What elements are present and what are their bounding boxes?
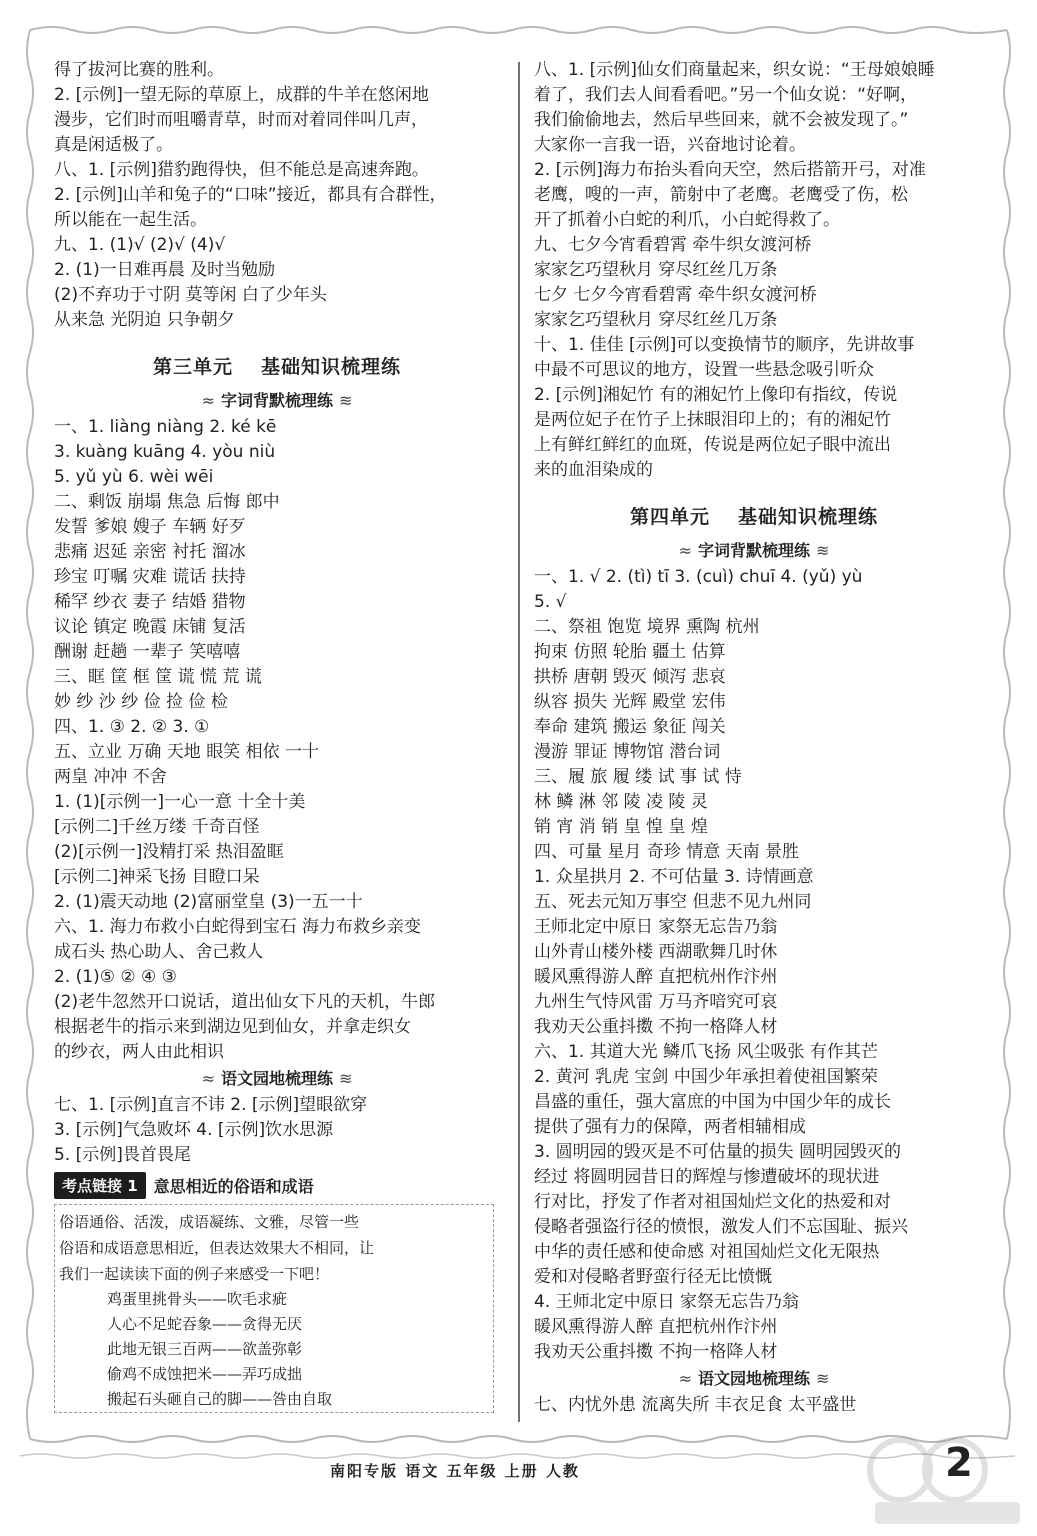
answer-line: 5. √ (534, 592, 567, 612)
answer-line: 2. [示例]湘妃竹 有的湘妃竹上像印有指纹，传说 (534, 385, 898, 405)
answer-line: 悲痛 迟延 亲密 衬托 溜冰 (54, 542, 246, 562)
answer-line: 2. (1)一日难再晨 及时当勉励 (54, 260, 276, 280)
answer-line: 2. (1)震天动地 (2)富丽堂皇 (3)一五一十 (54, 892, 363, 912)
wave-icon: ≈ (201, 391, 215, 410)
answer-line: 上有鲜红鲜红的血斑，传说是两位妃子眼中流出 (534, 435, 891, 455)
answer-line: 5. [示例]畏首畏尾 (54, 1145, 191, 1165)
answer-line: 5. yǔ yù 6. wèi wēi (54, 467, 214, 487)
section-heading (534, 537, 974, 565)
answer-line: 珍宝 叮嘱 灾难 谎话 扶持 (54, 567, 246, 587)
answer-line: 2. (1)⑤ ② ④ ③ (54, 967, 177, 987)
unit-title-name: 第四单元 (629, 506, 710, 528)
answer-line: 九、七夕今宵看碧霄 牵牛织女渡河桥 (534, 235, 812, 255)
wave-icon: ≈ (678, 1369, 692, 1388)
answer-line: 3. [示例]气急败坏 4. [示例]饮水思源 (54, 1120, 334, 1140)
answer-line: 老鹰，嗖的一声，箭射中了老鹰。老鹰受了伤，松 (534, 185, 908, 205)
answer-line: 开了抓着小白蛇的利爪，小白蛇得救了。 (534, 210, 840, 230)
answer-line: 拘束 仿照 轮胎 疆土 估算 (534, 642, 726, 662)
topic-link (54, 1170, 500, 1200)
answer-line: 销 宵 消 销 皇 惶 皇 煌 (534, 817, 708, 837)
answer-line: 五、立业 万确 天地 眼笑 相依 一十 (54, 742, 320, 762)
unit-title-sub: 基础知识梳理练 (738, 506, 879, 528)
answer-line: 中最不可思议的地方，设置一些悬念吸引听众 (534, 360, 874, 380)
answer-line: 得了拔河比赛的胜利。 (54, 60, 224, 80)
answer-line: 提供了强有力的保障，两者相辅相成 (534, 1117, 806, 1137)
box-text-line: 俗语和成语意思相近，但表达效果大不相同，让 (59, 1239, 375, 1257)
answer-line: 酬谢 赶趟 一辈子 笑嘻嘻 (54, 642, 241, 662)
topic-box (54, 1204, 494, 1413)
answer-line: 七、内忧外患 流离失所 丰衣足食 太平盛世 (534, 1395, 857, 1415)
answer-line: 着了，我们去人间看看吧。”另一个仙女说：“好啊， (534, 85, 918, 105)
answer-line: 九、1. (1)√ (2)√ (4)√ (54, 235, 226, 255)
watermark-logo (860, 1420, 1030, 1530)
section-heading-text: 语文园地梳理练 (697, 1369, 810, 1388)
wave-icon: ≈ (678, 541, 692, 560)
answer-line: 大家你一言我一语，兴奋地讨论着。 (534, 135, 806, 155)
unit-title (534, 497, 974, 537)
answer-line: 暖风熏得游人醉 直把杭州作汴州 (534, 1317, 778, 1337)
page-number: 2 (945, 1440, 973, 1486)
answer-line: (2)[示例一]没精打采 热泪盈眶 (54, 842, 284, 862)
answer-line: 八、1. [示例]猎豹跑得快，但不能总是高速奔跑。 (54, 160, 429, 180)
answer-line: 2. [示例]山羊和兔子的“口味”接近，都具有合群性， (54, 185, 447, 205)
answer-line: 4. 王师北定中原日 家祭无忘告乃翁 (534, 1292, 800, 1312)
answer-line: 来的血泪染成的 (534, 460, 653, 480)
answer-line: 中华的责任感和使命感 对祖国灿烂文化无限热 (534, 1242, 880, 1262)
section-heading (54, 387, 500, 415)
answer-line: 暖风熏得游人醉 直把杭州作汴州 (534, 967, 778, 987)
answer-line: 拱桥 唐朝 毁灭 倾泻 悲哀 (534, 667, 726, 687)
section-heading (534, 1365, 974, 1393)
topic-title: 意思相近的俗语和成语 (153, 1176, 314, 1196)
answer-line: 从来急 光阴迫 只争朝夕 (54, 310, 235, 330)
answer-line: 奉命 建筑 搬运 象征 闯关 (534, 717, 726, 737)
answer-line: 家家乞巧望秋月 穿尽红丝几万条 (534, 260, 778, 280)
answer-line: 根据老牛的指示来到湖边见到仙女，并拿走织女 (54, 1017, 411, 1037)
answer-line: 五、死去元知万事空 但悲不见九州同 (534, 892, 812, 912)
answer-line: 九州生气恃风雷 万马齐喑究可哀 (534, 992, 778, 1012)
proverb-line: 此地无银三百两——欲盖弥彰 (107, 1340, 303, 1358)
box-text-line: 俗语通俗、活泼，成语凝练、文雅，尽管一些 (59, 1213, 360, 1231)
answer-line: 爱和对侵略者野蛮行径无比愤慨 (534, 1267, 772, 1287)
answer-line: 二、祭祖 饱览 境界 熏陶 杭州 (534, 617, 760, 637)
answer-line: 我劝天公重抖擞 不拘一格降人材 (534, 1342, 778, 1362)
answer-line: 一、1. liàng niàng 2. ké kē (54, 417, 277, 437)
answer-line: 我们偷偷地去，然后早些回来，就不会被发现了。” (534, 110, 909, 130)
proverb-line: 人心不足蛇吞象——贪得无厌 (107, 1315, 303, 1333)
answer-line: [示例二]神采飞扬 目瞪口呆 (54, 867, 260, 887)
answer-line: 二、剩饭 崩塌 焦急 后悔 郎中 (54, 492, 280, 512)
unit-title-sub: 基础知识梳理练 (261, 356, 402, 378)
answer-line: 王师北定中原日 家祭无忘告乃翁 (534, 917, 778, 937)
proverb-line: 鸡蛋里挑骨头——吹毛求疵 (107, 1290, 288, 1308)
answer-line: 侵略者强盗行径的愤恨，激发人们不忘国耻、振兴 (534, 1217, 908, 1237)
wave-icon: ≋ (339, 1069, 353, 1088)
proverb-line: 偷鸡不成蚀把米——弄巧成拙 (107, 1365, 303, 1383)
answer-line: 的纱衣，两人由此相识 (54, 1042, 224, 1062)
wave-icon: ≈ (201, 1069, 215, 1088)
spacer (534, 483, 974, 497)
answer-line: 妙 纱 沙 纱 俭 捡 俭 检 (54, 692, 228, 712)
topic-tag: 考点链接 1 (54, 1172, 146, 1199)
answer-line: 三、眶 筐 框 筐 谎 慌 荒 谎 (54, 667, 262, 687)
unit-title-name: 第三单元 (152, 356, 233, 378)
answer-line: 3. kuàng kuāng 4. yòu niù (54, 442, 276, 462)
answer-line: 1. 众星拱月 2. 不可估量 3. 诗情画意 (534, 867, 814, 887)
box-text-line: 我们一起读读下面的例子来感受一下吧！ (59, 1265, 330, 1283)
answer-line: 议论 镇定 晚霞 床铺 复活 (54, 617, 246, 637)
left-column (54, 58, 500, 1413)
answer-line: 3. 圆明园的毁灭是不可估量的损失 圆明园毁灭的 (534, 1142, 902, 1162)
answer-line: 昌盛的重任，强大富庶的中国为中国少年的成长 (534, 1092, 891, 1112)
answer-line: 2. [示例]一望无际的草原上，成群的牛羊在悠闲地 (54, 85, 429, 105)
section-heading-text: 字词背默梳理练 (220, 391, 333, 410)
unit-title (54, 347, 500, 387)
answer-line: 三、履 旅 履 缕 试 事 试 恃 (534, 767, 742, 787)
answer-line: 山外青山楼外楼 西湖歌舞几时休 (534, 942, 778, 962)
answer-line: 六、1. 其道大光 鳞爪飞扬 风尘吸张 有作其芒 (534, 1042, 878, 1062)
wave-icon: ≋ (339, 391, 353, 410)
answer-line: 六、1. 海力布救小白蛇得到宝石 海力布救乡亲变 (54, 917, 422, 937)
answer-line: 八、1. [示例]仙女们商量起来，织女说：“王母娘娘睡 (534, 60, 935, 80)
wave-icon: ≋ (816, 1369, 830, 1388)
answer-line: 2. [示例]海力布抬头看向天空，然后搭箭开弓，对准 (534, 160, 926, 180)
answer-line: 发誓 爹娘 嫂子 车辆 好歹 (54, 517, 246, 537)
answer-line: 林 鳞 淋 邻 陵 凌 陵 灵 (534, 792, 708, 812)
answer-line: 行对比，抒发了作者对祖国灿烂文化的热爱和对 (534, 1192, 891, 1212)
answer-line: 四、1. ③ 2. ② 3. ① (54, 717, 210, 737)
answer-line: 成石头 热心助人、舍己救人 (54, 942, 264, 962)
answer-line: 两皇 冲冲 不舍 (54, 767, 167, 787)
answer-line: (2)不弃功于寸阴 莫等闲 白了少年头 (54, 285, 327, 305)
footer-text: 南阳专版 语文 五年级 上册 人教 (330, 1462, 580, 1480)
answer-line: 所以能在一起生活。 (54, 210, 207, 230)
answer-line: 纵容 损失 光辉 殿堂 宏伟 (534, 692, 726, 712)
section-heading (54, 1065, 500, 1093)
answer-line: 1. (1)[示例一]一心一意 十全十美 (54, 792, 306, 812)
answer-line: 漫步，它们时而咀嚼青草，时而对着同伴叫几声， (54, 110, 428, 130)
spacer (54, 333, 500, 347)
answer-line: 是两位妃子在竹子上抹眼泪印上的；有的湘妃竹 (534, 410, 891, 430)
answer-line: 我劝天公重抖擞 不拘一格降人材 (534, 1017, 778, 1037)
section-heading-text: 语文园地梳理练 (220, 1069, 333, 1088)
answer-line: 家家乞巧望秋月 穿尽红丝几万条 (534, 310, 778, 330)
wave-icon: ≋ (816, 541, 830, 560)
answer-line: 十、1. 佳佳 [示例]可以变换情节的顺序，先讲故事 (534, 335, 915, 355)
proverb-line: 搬起石头砸自己的脚——咎由自取 (107, 1390, 333, 1408)
answer-line: 稀罕 纱衣 妻子 结婚 猎物 (54, 592, 246, 612)
answer-line: 2. 黄河 乳虎 宝剑 中国少年承担着使祖国繁荣 (534, 1067, 878, 1087)
answer-line: 经过 将圆明园昔日的辉煌与惨遭破坏的现状进 (534, 1167, 880, 1187)
right-column (534, 58, 974, 1418)
answer-line: 七、1. [示例]直言不讳 2. [示例]望眼欲穿 (54, 1095, 368, 1115)
answer-line: 一、1. √ 2. (tì) tī 3. (cuì) chuī 4. (yǔ) yù (534, 567, 863, 587)
answer-line: 七夕 七夕今宵看碧霄 牵牛织女渡河桥 (534, 285, 817, 305)
answer-line: [示例二]千丝万缕 千奇百怪 (54, 817, 260, 837)
answer-line: 漫游 罪证 博物馆 潜台词 (534, 742, 721, 762)
answer-line: 真是闲适极了。 (54, 135, 173, 155)
answer-line: 四、可量 星月 奇珍 情意 天南 景胜 (534, 842, 800, 862)
answer-line: (2)老牛忽然开口说话，道出仙女下凡的天机，牛郎 (54, 992, 436, 1012)
section-heading-text: 字词背默梳理练 (697, 541, 810, 560)
